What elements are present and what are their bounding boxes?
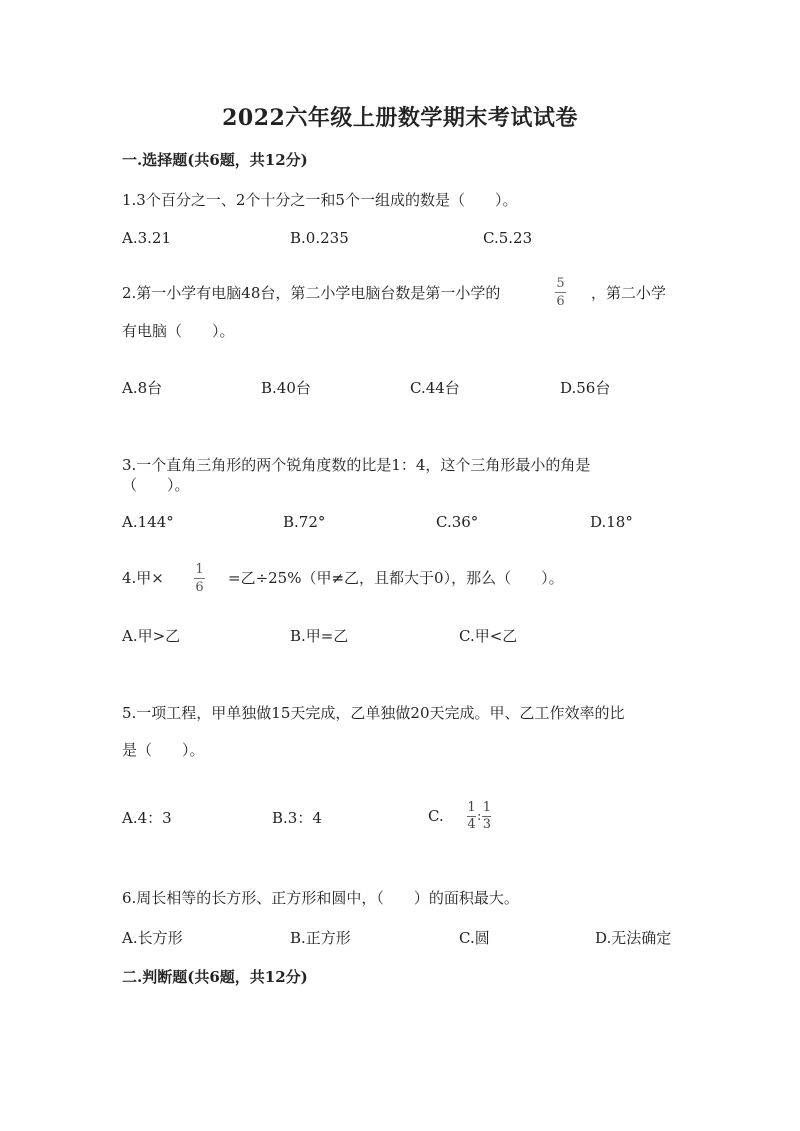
question-4-text: 4.甲×	[122, 569, 164, 587]
question-3-option-c[interactable]: C.36°	[436, 513, 479, 531]
fraction-numerator: 5	[556, 276, 565, 291]
question-3-option-d[interactable]: D.18°	[590, 513, 633, 531]
question-1-text: 1.3个百分之一、2个十分之一和5个一组成的数是（ ）。	[122, 191, 518, 209]
question-4-option-a[interactable]: A.甲>乙	[122, 627, 181, 645]
ratio-fraction-2	[482, 801, 491, 832]
page-title: 2022六年级上册数学期末考试试卷	[222, 105, 578, 131]
fraction-numerator: 1	[195, 562, 204, 577]
question-2-option-d[interactable]: D.56台	[560, 379, 611, 397]
question-2-option-a[interactable]: A.8台	[122, 379, 163, 397]
question-3-option-a[interactable]: A.144°	[122, 513, 174, 531]
question-5-option-a[interactable]: A.4：3	[122, 809, 172, 827]
question-4-option-c[interactable]: C.甲<乙	[459, 627, 518, 645]
question-1-option-a[interactable]: A.3.21	[122, 229, 171, 247]
ratio-fraction-1	[467, 801, 476, 832]
fraction-numerator: 1	[467, 800, 476, 815]
question-2-text-line2: 有电脑（ ）。	[122, 322, 235, 340]
section-heading-judgement: 二.判断题(共6题，共12分)	[122, 968, 308, 986]
question-5-text-line2: 是（ ）。	[122, 741, 205, 759]
question-5-text: 5.一项工程，甲单独做15天完成，乙单独做20天完成。甲、乙工作效率的比	[122, 704, 625, 722]
question-2-text: 2.第一小学有电脑48台，第二小学电脑台数是第一小学的	[122, 284, 501, 302]
question-6-option-c[interactable]: C.圆	[459, 929, 490, 947]
question-4-text-continued: =乙÷25%（甲≠乙，且都大于0），那么（ ）。	[228, 569, 564, 587]
question-6-option-b[interactable]: B.正方形	[290, 929, 351, 947]
question-3-text-line2: （ ）。	[122, 476, 190, 494]
question-5-option-c-ratio	[467, 801, 491, 832]
question-2-text-continued: ，第二小学	[591, 284, 667, 302]
fraction-bar	[555, 292, 566, 293]
question-3-text: 3.一个直角三角形的两个锐角度数的比是1：4，这个三角形最小的角是	[122, 456, 591, 474]
ratio-colon: :	[477, 809, 482, 824]
fraction-bar	[194, 578, 205, 579]
question-6-option-d[interactable]: D.无法确定	[595, 929, 672, 947]
section-heading-choice: 一.选择题(共6题，共12分)	[122, 151, 308, 169]
question-6-option-a[interactable]: A.长方形	[122, 929, 183, 947]
question-1-option-b[interactable]: B.0.235	[290, 229, 349, 247]
question-1-option-c[interactable]: C.5.23	[483, 229, 533, 247]
fraction-denominator: 3	[482, 817, 492, 832]
question-4-fraction	[194, 562, 205, 595]
fraction-denominator: 6	[195, 580, 204, 595]
fraction-denominator: 4	[467, 817, 476, 832]
question-4-option-b[interactable]: B.甲=乙	[290, 627, 349, 645]
question-5-option-b[interactable]: B.3：4	[272, 809, 322, 827]
question-6-text: 6.周长相等的长方形、正方形和圆中，（ ）的面积最大。	[122, 889, 519, 907]
question-2-option-c[interactable]: C.44台	[410, 379, 460, 397]
question-2-option-b[interactable]: B.40台	[261, 379, 311, 397]
question-5-option-c[interactable]: C.	[428, 807, 444, 825]
fraction-denominator: 6	[556, 294, 565, 309]
question-3-option-b[interactable]: B.72°	[283, 513, 326, 531]
fraction-numerator: 1	[482, 800, 492, 815]
question-2-fraction	[555, 276, 566, 309]
